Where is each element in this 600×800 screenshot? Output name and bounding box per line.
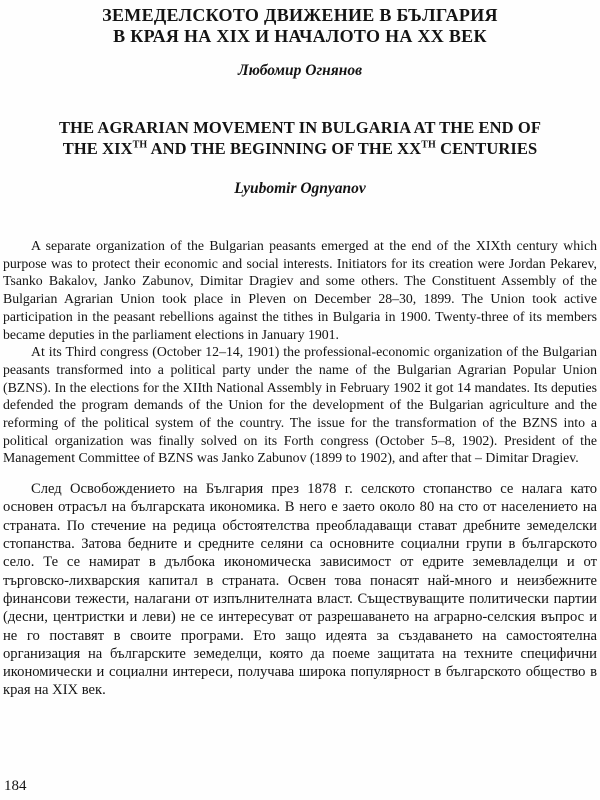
- abstract-paragraph-2: At its Third congress (October 12–14, 1901) the professional-economic organization of the Bulgarian peasants transformed into a political party under the name of the Bulgarian Agrarian Popular Union (BZNS). In the elections for the XIIth National Assembly in February 1902 it got 14 mandates. Its deputies defended the program demands of the Union for the development of the Bulgarian agriculture and the reforming of the political system of the country. The issue for the transformation of the BZNS into a political organization was finally solved on its Forth congress (October 5–8, 1902). President of the Management Committee of BZNS was Janko Zabunov (1899 to 1902), and after that – Dimitar Dragiev.: [3, 344, 597, 466]
- article-body: [3, 237, 597, 700]
- page-number: 184: [4, 778, 27, 794]
- title-en-line-1: THE AGRARIAN MOVEMENT IN BULGARIA AT THE END OF: [58, 118, 542, 137]
- body-paragraph-1: След Освобождението на България през 1878 г. селското стопанство се налага като основен отрасъл на българската икономика. В него е заето около 80 на сто от населението на страната. По стечение на редица обстоятелства преобладаващи стават дребните земеделски стопанства. Затова бедните и средните селяни са основните социални групи в българското село. Те се намират в дълбока икономическа зависимост от едрите земевладелци и от търговско-лихварския капитал в страната. Освен това понасят най-много и неизбежните финансови тежести, налагани от изпълнителната власт. Съществуващите политически партии (десни, центристки и леви) не се интересуват от разрешаването на аграрно-селския въпрос и не го поставят в своите програми. Ето защо идеята за създаването на самостоятелна организация на българските земеделци, която да поеме защитата на техните специфични икономически и социални интереси, получава широка популярност в българското общество в края на XIX век.: [3, 481, 597, 699]
- author-name-bulgarian: Любомир Огнянов: [237, 62, 363, 79]
- title-bg-line-1: ЗЕМЕДЕЛСКОТО ДВИЖЕНИЕ В БЪЛГАРИЯ: [102, 5, 498, 25]
- author-name-english: Lyubomir Ognyanov: [234, 180, 366, 197]
- ordinal-superscript: TH: [421, 139, 436, 151]
- page-title-english: [3, 117, 597, 159]
- title-bg-line-2: В КРАЯ НА XIX И НАЧАЛОТО НА XX ВЕК: [113, 26, 487, 46]
- page-title-bulgarian: [3, 5, 597, 47]
- title-en-line-2: THE XIXTH AND THE BEGINNING OF THE XXTH CENTURIES: [62, 139, 538, 158]
- ordinal-superscript: TH: [132, 139, 148, 151]
- abstract-paragraph-1: A separate organization of the Bulgarian peasants emerged at the end of the XIXth century which purpose was to protect their economic and social interests. Initiators for its creation were Jordan Pekarev, Tsanko Bakalov, Janko Zabunov, Dimitar Dragiev and some others. The Constituent Assembly of the Bulgarian Agrarian Union took place in Pleven on December 28–30, 1899. The Union took active participation in the peasant rebellions against the tithes in Bulgaria in 1900. Twenty-three of its members became deputies in the parliament elections in January 1901.: [3, 238, 597, 342]
